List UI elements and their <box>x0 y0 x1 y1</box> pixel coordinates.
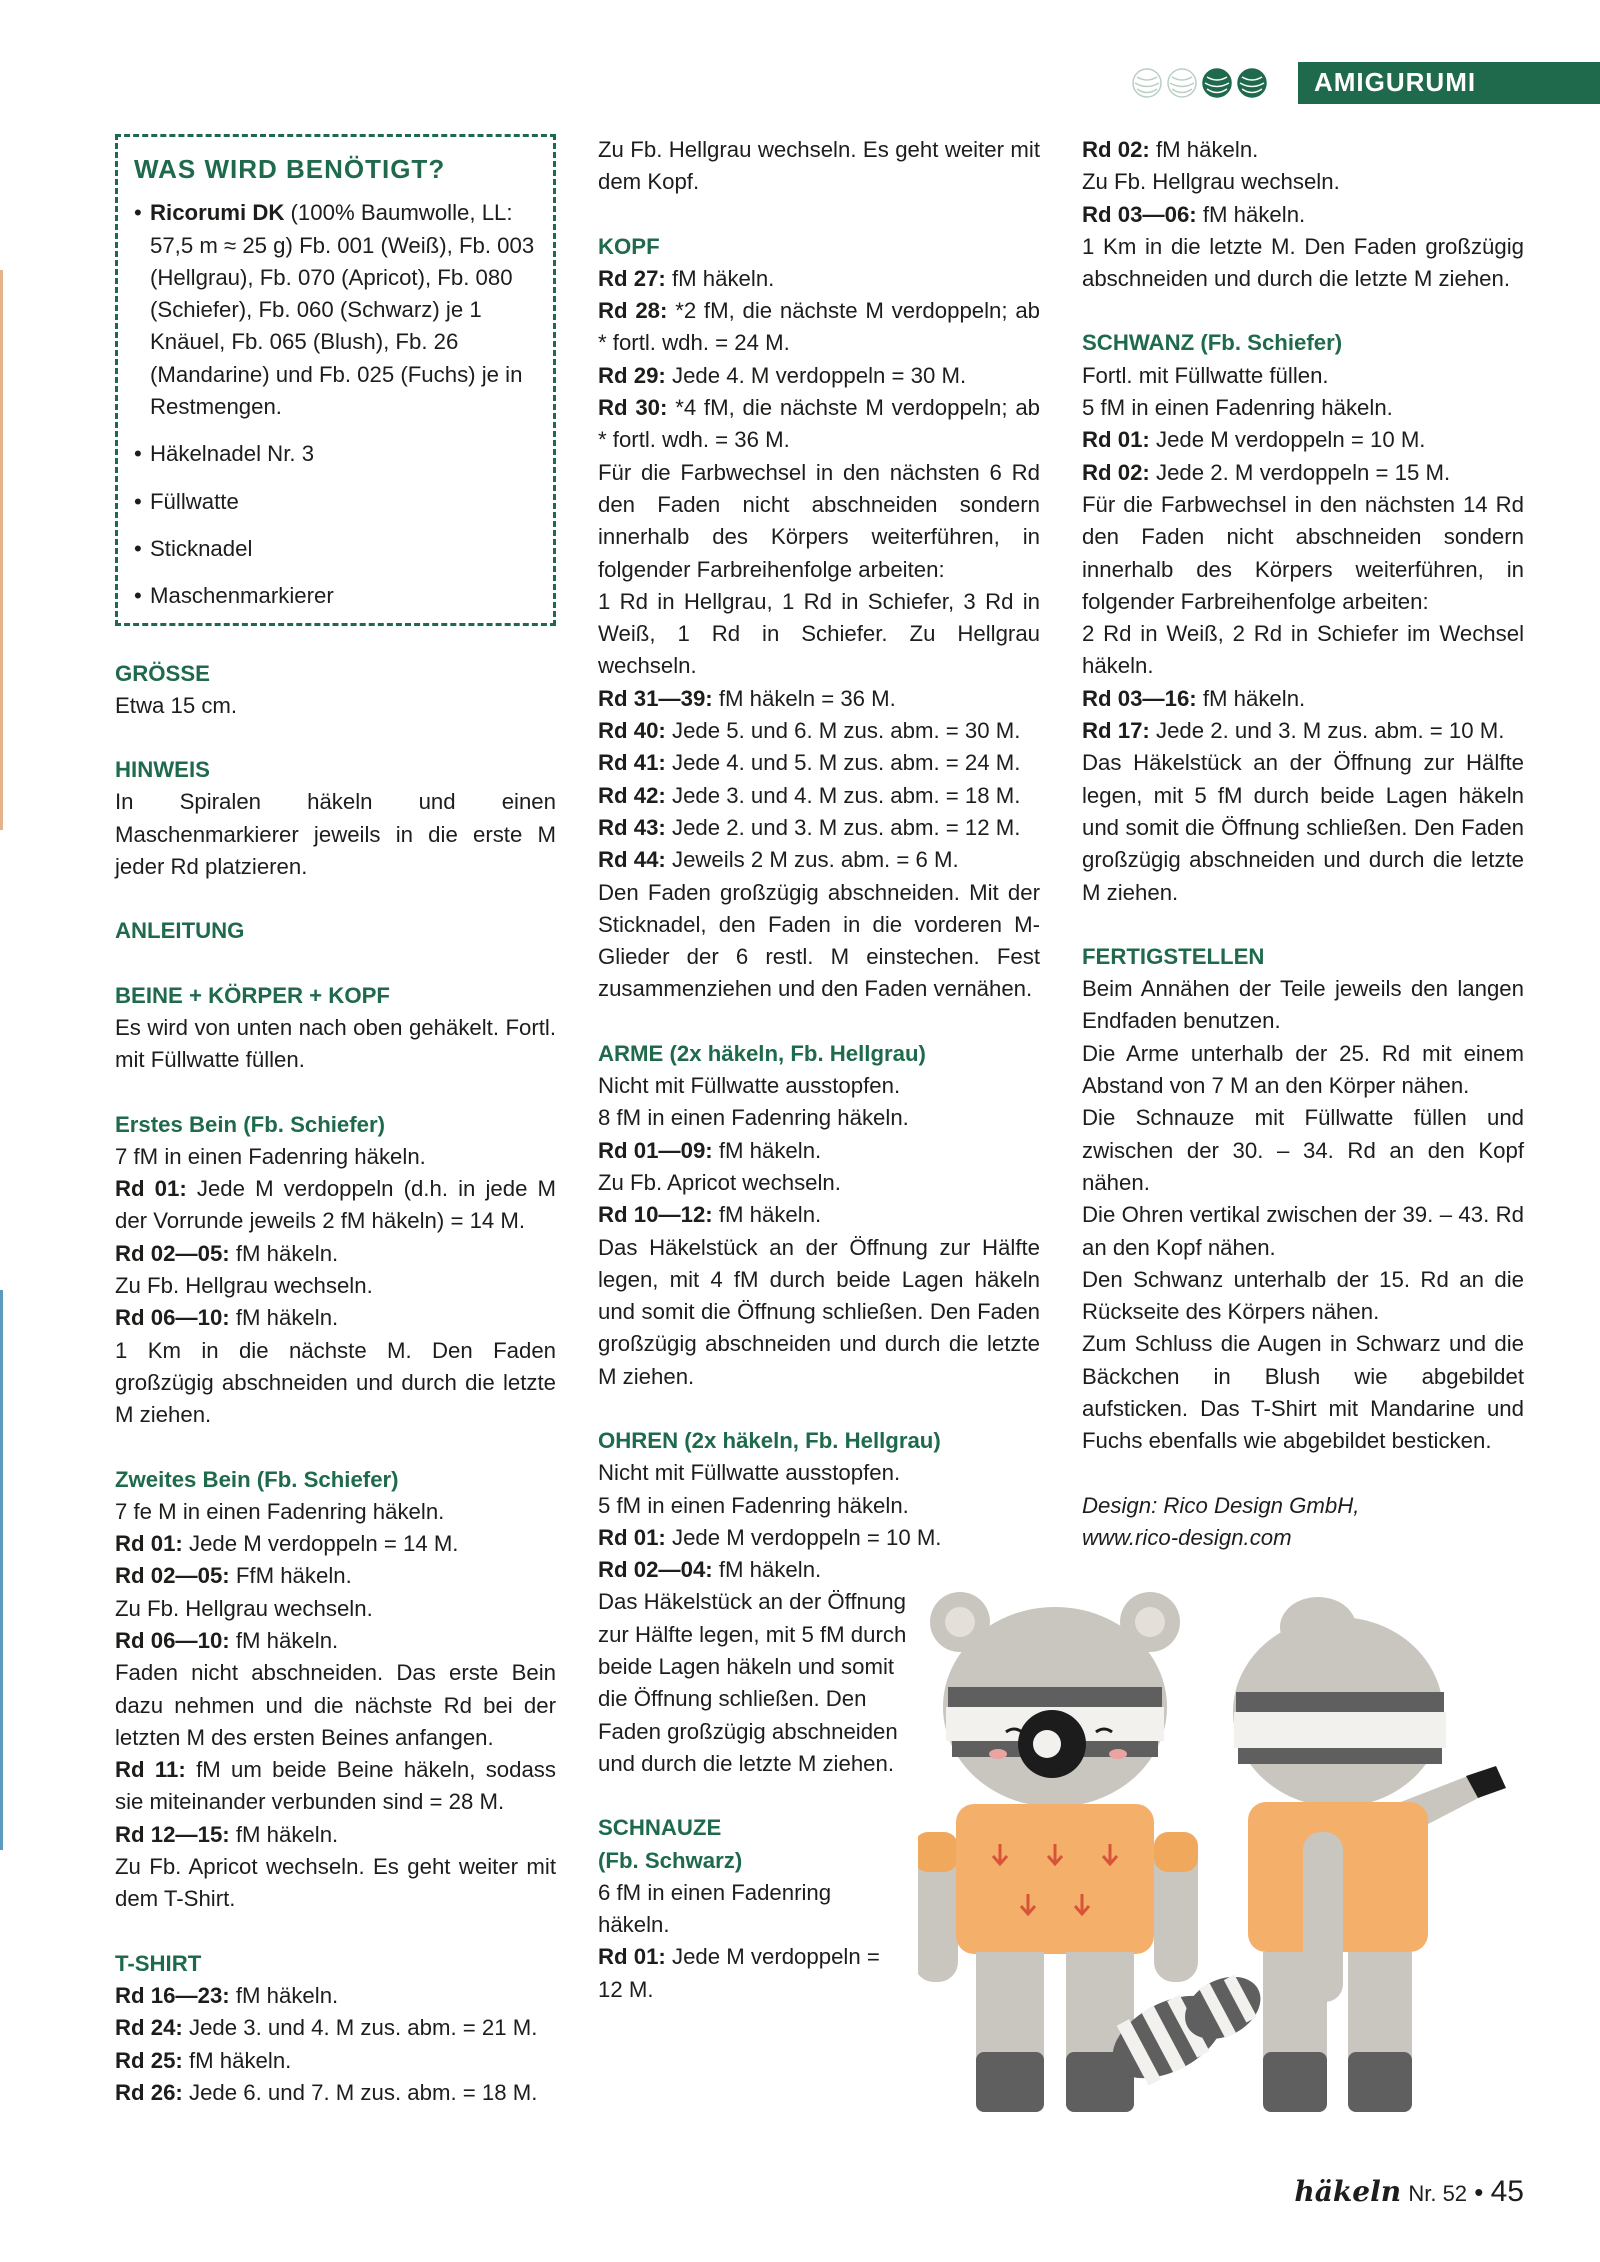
size-text: Etwa 15 cm. <box>115 692 238 718</box>
edge-strip-bottom <box>0 1290 3 1850</box>
round-line <box>115 1302 556 1334</box>
round-text: *2 fM, die nächste M verdoppeln; ab * fortl. wdh. = 24 M. <box>598 298 1041 356</box>
round-label: Rd 01: <box>1082 427 1150 453</box>
round-line <box>1082 715 1524 747</box>
round-label: Rd 30: <box>598 395 668 421</box>
round-line <box>598 392 1040 457</box>
round-text: fM häkeln. <box>182 2047 292 2073</box>
materials-title: WAS WIRD BENÖTIGT? <box>134 154 446 184</box>
column-left <box>115 134 556 2109</box>
round-label: Rd 31—39: <box>598 685 713 711</box>
section-header-bar <box>1298 62 1600 104</box>
round-label: Rd 06—10: <box>115 1627 230 1653</box>
round-text: Jede 2. und 3. M zus. abm. = 10 M. <box>1149 718 1505 744</box>
round-label: Rd 25: <box>115 2047 183 2073</box>
round-label: Rd 42: <box>598 782 666 808</box>
round-label: Rd 06—10: <box>115 1305 230 1331</box>
round-text: Jede 4. M verdoppeln = 30 M. <box>665 362 967 388</box>
round-line <box>598 683 1040 715</box>
tshirt-heading: T-SHIRT <box>115 1950 202 1976</box>
yarn-desc: (100% Baumwolle, LL: 57,5 m ≈ 25 g) Fb. 001 (Weiß), Fb. 003 (Hellgrau), Fb. 070 (Apricot), Fb. 080 (Schiefer), Fb. 060 (Schwarz) je 1 Knäuel, Fb. 065 (Blush), Fb. 26 (Mandarine) und Fb. 025 (Fuchs) je in Restmengen. <box>150 200 535 420</box>
round-line <box>115 1528 556 1560</box>
tail-heading: SCHWANZ (Fb. Schiefer) <box>1082 330 1343 356</box>
instruction-line: Das Häkelstück an der Öffnung zur Hälfte legen, mit 4 fM durch beide Lagen häkeln und somit die Öffnung schließen. Den Faden großzügig abschneiden und durch die letzte M ziehen. <box>598 1234 1040 1389</box>
instruction-line: 5 fM in einen Fadenring häkeln. <box>1082 395 1393 421</box>
instruction-line: 1 Km in die letzte M. Den Faden großzügig abschneiden und durch die letzte M ziehen. <box>1082 233 1524 292</box>
first-leg-heading: Erstes Bein (Fb. Schiefer) <box>115 1111 386 1137</box>
instruction-line: Das Häkelstück an der Öffnung zur Hälfte legen, mit 5 fM durch beide Lagen häkeln und somit die Öffnung schließen. Den Faden großzügig abschneiden und durch die letzte M ziehen. <box>598 1589 907 1776</box>
round-line <box>1082 134 1524 166</box>
round-label: Rd 26: <box>115 2079 183 2105</box>
instruction-line: Zu Fb. Apricot wechseln. Es geht weiter mit dem T-Shirt. <box>115 1854 556 1912</box>
instruction-line: 6 fM in einen Fadenring häkeln. <box>598 1879 832 1938</box>
instruction-line: Nicht mit Füllwatte ausstopfen. <box>598 1073 901 1099</box>
round-text: Jede 6. und 7. M zus. abm. = 18 M. <box>182 2079 538 2105</box>
round-label: Rd 02—05: <box>115 1563 230 1589</box>
round-text: fM häkeln. <box>712 1557 822 1583</box>
round-text: fM häkeln. <box>1196 685 1306 711</box>
round-label: Rd 29: <box>598 362 666 388</box>
snout-heading-a: SCHNAUZE <box>598 1815 722 1841</box>
round-text: fM häkeln. <box>229 1982 339 2008</box>
round-label: Rd 28: <box>598 298 668 324</box>
round-label: Rd 11: <box>115 1757 186 1783</box>
round-text: fM häkeln. <box>712 1137 822 1163</box>
round-line <box>598 1941 898 2006</box>
round-line <box>598 1135 1040 1167</box>
materials-item: • Maschenmarkierer <box>134 580 541 612</box>
round-line <box>115 1754 556 1819</box>
round-line <box>1082 683 1524 715</box>
instruction-line: Zu Fb. Hellgrau wechseln. <box>1082 169 1340 195</box>
page-footer <box>1294 2175 1524 2209</box>
note-heading: HINWEIS <box>115 757 210 783</box>
round-line <box>598 360 1040 392</box>
round-label: Rd 24: <box>115 2015 183 2041</box>
instruction-line: Die Arme unterhalb der 25. Rd mit einem Abstand von 7 M an den Körper nähen. <box>1082 1040 1524 1099</box>
round-text: Jede 5. und 6. M zus. abm. = 30 M. <box>665 718 1021 744</box>
round-label: Rd 12—15: <box>115 1821 230 1847</box>
round-line <box>115 1173 556 1238</box>
round-label: Rd 01—09: <box>598 1137 713 1163</box>
instruction-line: Faden nicht abschneiden. Das erste Bein dazu nehmen und die nächste Rd bei der letzten M des ersten Beines anfangen. <box>115 1660 556 1750</box>
arms-heading: ARME (2x häkeln, Fb. Hellgrau) <box>598 1040 926 1066</box>
instruction-line: Fortl. mit Füllwatte füllen. <box>1082 362 1329 388</box>
round-label: Rd 10—12: <box>598 1202 713 1228</box>
raccoon-amigurumi-photo <box>918 1582 1548 2172</box>
round-text: Jede M verdoppeln = 12 M. <box>598 1944 880 2002</box>
materials-list <box>134 197 541 612</box>
instruction-line: Zu Fb. Apricot wechseln. <box>598 1169 841 1195</box>
round-label: Rd 01: <box>115 1531 183 1557</box>
round-line <box>598 263 1040 295</box>
instruction-line: Die Schnauze mit Füllwatte füllen und zwischen der 30. – 34. Rd an den Kopf nähen. <box>1082 1105 1524 1195</box>
instruction-line: Den Faden großzügig abschneiden. Mit der Sticknadel, den Faden in die vorderen M-Glieder der 6 restl. M einstechen. Fest zusammenziehen und den Faden vernähen. <box>598 879 1040 1002</box>
round-label: Rd 27: <box>598 265 666 291</box>
round-line <box>598 747 1040 779</box>
head-heading: KOPF <box>598 233 660 259</box>
round-line <box>115 1238 556 1270</box>
materials-item: • Häkelnadel Nr. 3 <box>134 438 541 470</box>
round-label: Rd 03—16: <box>1082 685 1197 711</box>
size-heading: GRÖSSE <box>115 660 210 686</box>
instruction-line: 1 Rd in Hellgrau, 1 Rd in Schiefer, 3 Rd in Weiß, 1 Rd in Schiefer. Zu Hellgrau wechseln. <box>598 588 1040 679</box>
round-label: Rd 02: <box>1082 137 1150 162</box>
round-label: Rd 43: <box>598 814 666 840</box>
round-line <box>115 1625 556 1657</box>
instruction-line: 2 Rd in Weiß, 2 Rd in Schiefer im Wechsel häkeln. <box>1082 621 1524 679</box>
round-text: Jede 4. und 5. M zus. abm. = 24 M. <box>665 750 1021 776</box>
instruction-line: 1 Km in die nächste M. Den Faden großzügig abschneiden und durch die letzte M ziehen. <box>115 1337 556 1428</box>
materials-item-yarn <box>134 197 541 423</box>
round-text: Jede 2. M verdoppeln = 15 M. <box>1149 459 1451 485</box>
instruction-line: Zu Fb. Hellgrau wechseln. <box>115 1273 373 1299</box>
round-text: Jede M verdoppeln = 14 M. <box>182 1531 459 1557</box>
round-line <box>115 1980 556 2012</box>
instruction-line: Den Schwanz unterhalb der 15. Rd an die Rückseite des Körpers nähen. <box>1082 1266 1524 1325</box>
yarn-balls-icon <box>1130 66 1280 100</box>
round-line <box>115 2012 556 2044</box>
second-leg-heading: Zweites Bein (Fb. Schiefer) <box>115 1466 399 1492</box>
legs-body-head-heading: BEINE + KÖRPER + KOPF <box>115 982 390 1008</box>
instruction-line: 7 fe M in einen Fadenring häkeln. <box>115 1498 445 1524</box>
page-number: 45 <box>1490 2175 1524 2208</box>
round-text: Jede M verdoppeln (d.h. in jede M der Vorrunde jeweils 2 fM häkeln) = 14 M. <box>115 1176 557 1234</box>
instruction-line: Beim Annähen der Teile jeweils den langen Endfaden benutzen. <box>1082 976 1524 1034</box>
round-text: fM häkeln. <box>229 1821 339 1847</box>
design-credit: Design: Rico Design GmbH, <box>1082 1492 1360 1518</box>
round-label: Rd 02—05: <box>115 1240 230 1266</box>
round-line <box>598 715 1040 747</box>
round-text: fM häkeln. <box>1149 137 1259 162</box>
round-line <box>598 1199 1040 1231</box>
round-text: fM häkeln = 36 M. <box>712 685 896 711</box>
instruction-line: Für die Farbwechsel in den nächsten 6 Rd den Faden nicht abschneiden sondern innerhalb des Körpers weiterführen, in folgender Farbreihenfolge arbeiten: <box>598 459 1040 582</box>
round-text: fM häkeln. <box>1196 201 1306 227</box>
instruction-line: Zum Schluss die Augen in Schwarz und die Bäckchen in Blush wie abgebildet aufsticken. Das T-Shirt mit Mandarine und Fuchs ebenfalls wie abgebildet besticken. <box>1082 1331 1524 1454</box>
section-title: AMIGURUMI <box>1314 67 1477 97</box>
legs-body-head-text: Es wird von unten nach oben gehäkelt. Fortl. mit Füllwatte füllen. <box>115 1014 556 1073</box>
round-line <box>115 2077 556 2109</box>
materials-item: • Sticknadel <box>134 533 541 565</box>
round-line <box>1082 424 1524 456</box>
round-text: fM häkeln. <box>665 265 775 291</box>
round-line <box>598 1522 1040 1554</box>
round-text: Jede M verdoppeln = 10 M. <box>665 1524 942 1550</box>
round-label: Rd 02—04: <box>598 1557 713 1583</box>
note-text: In Spiralen häkeln und einen Maschenmarkierer jeweils in die erste M jeder Rd platzieren. <box>115 789 556 880</box>
instruction-line: Die Ohren vertikal zwischen der 39. – 43. Rd an den Kopf nähen. <box>1082 1202 1524 1260</box>
round-line <box>598 812 1040 844</box>
footer-separator: • <box>1474 2177 1484 2207</box>
instruction-line: Zu Fb. Hellgrau wechseln. Es geht weiter mit dem Kopf. <box>598 137 1040 195</box>
yarn-name: Ricorumi DK <box>150 200 285 226</box>
finishing-heading: FERTIGSTELLEN <box>1082 943 1265 969</box>
round-label: Rd 01: <box>115 1176 187 1202</box>
round-text: fM häkeln. <box>229 1627 339 1653</box>
instruction-line: Zu Fb. Hellgrau wechseln. <box>115 1595 373 1621</box>
instruction-line: Für die Farbwechsel in den nächsten 14 Rd den Faden nicht abschneiden sondern innerhalb des Körpers weiterführen, in folgender Farbreihenfolge arbeiten: <box>1082 491 1524 614</box>
round-line <box>1082 199 1524 231</box>
round-text: fM häkeln. <box>712 1202 822 1228</box>
round-text: fM häkeln. <box>229 1240 339 1266</box>
issue-number: Nr. 52 <box>1408 2181 1468 2206</box>
round-label: Rd 01: <box>598 1944 666 1970</box>
round-text: Jede 3. und 4. M zus. abm. = 21 M. <box>182 2015 538 2041</box>
round-text: fM häkeln. <box>229 1305 339 1331</box>
round-line <box>115 1819 556 1851</box>
round-text: Jede 2. und 3. M zus. abm. = 12 M. <box>665 814 1021 840</box>
instructions-heading: ANLEITUNG <box>115 918 245 944</box>
round-label: Rd 02: <box>1082 459 1150 485</box>
column-right <box>1082 134 1524 1554</box>
instruction-line: 5 fM in einen Fadenring häkeln. <box>598 1492 909 1518</box>
instruction-line: 7 fM in einen Fadenring häkeln. <box>115 1143 426 1169</box>
round-line <box>115 1560 556 1592</box>
round-label: Rd 01: <box>598 1524 666 1550</box>
round-text: Jede 3. und 4. M zus. abm. = 18 M. <box>665 782 1021 808</box>
round-text: fM um beide Beine häkeln, sodass sie miteinander verbunden sind = 28 M. <box>115 1757 556 1815</box>
design-url: www.rico-design.com <box>1082 1524 1292 1550</box>
instruction-line: Nicht mit Füllwatte ausstopfen. <box>598 1460 901 1486</box>
round-label: Rd 44: <box>598 847 666 873</box>
magazine-name: häkeln <box>1294 2175 1402 2208</box>
instruction-line: Das Häkelstück an der Öffnung zur Hälfte legen, mit 5 fM durch beide Lagen häkeln und somit die Öffnung schließen. Den Faden großzügig abschneiden und durch die letzte M ziehen. <box>1082 750 1524 905</box>
instruction-line: 8 fM in einen Fadenring häkeln. <box>598 1105 909 1131</box>
materials-item: • Füllwatte <box>134 486 541 518</box>
round-line <box>598 780 1040 812</box>
round-line <box>598 844 1040 876</box>
round-label: Rd 16—23: <box>115 1982 230 2008</box>
round-label: Rd 41: <box>598 750 666 776</box>
round-text: Jede M verdoppeln = 10 M. <box>1149 427 1426 453</box>
round-text: FfM häkeln. <box>229 1563 352 1589</box>
round-line <box>115 2045 556 2077</box>
round-line <box>1082 457 1524 489</box>
round-label: Rd 17: <box>1082 718 1150 744</box>
ears-heading: OHREN (2x häkeln, Fb. Hellgrau) <box>598 1427 941 1453</box>
round-label: Rd 03—06: <box>1082 201 1197 227</box>
snout-heading-b: (Fb. Schwarz) <box>598 1847 743 1873</box>
edge-strip-top <box>0 270 3 830</box>
materials-box <box>115 134 556 626</box>
round-label: Rd 40: <box>598 718 666 744</box>
round-text: Jeweils 2 M zus. abm. = 6 M. <box>665 847 959 873</box>
round-text: *4 fM, die nächste M verdoppeln; ab * fortl. wdh. = 36 M. <box>598 395 1041 453</box>
round-line <box>598 295 1040 360</box>
